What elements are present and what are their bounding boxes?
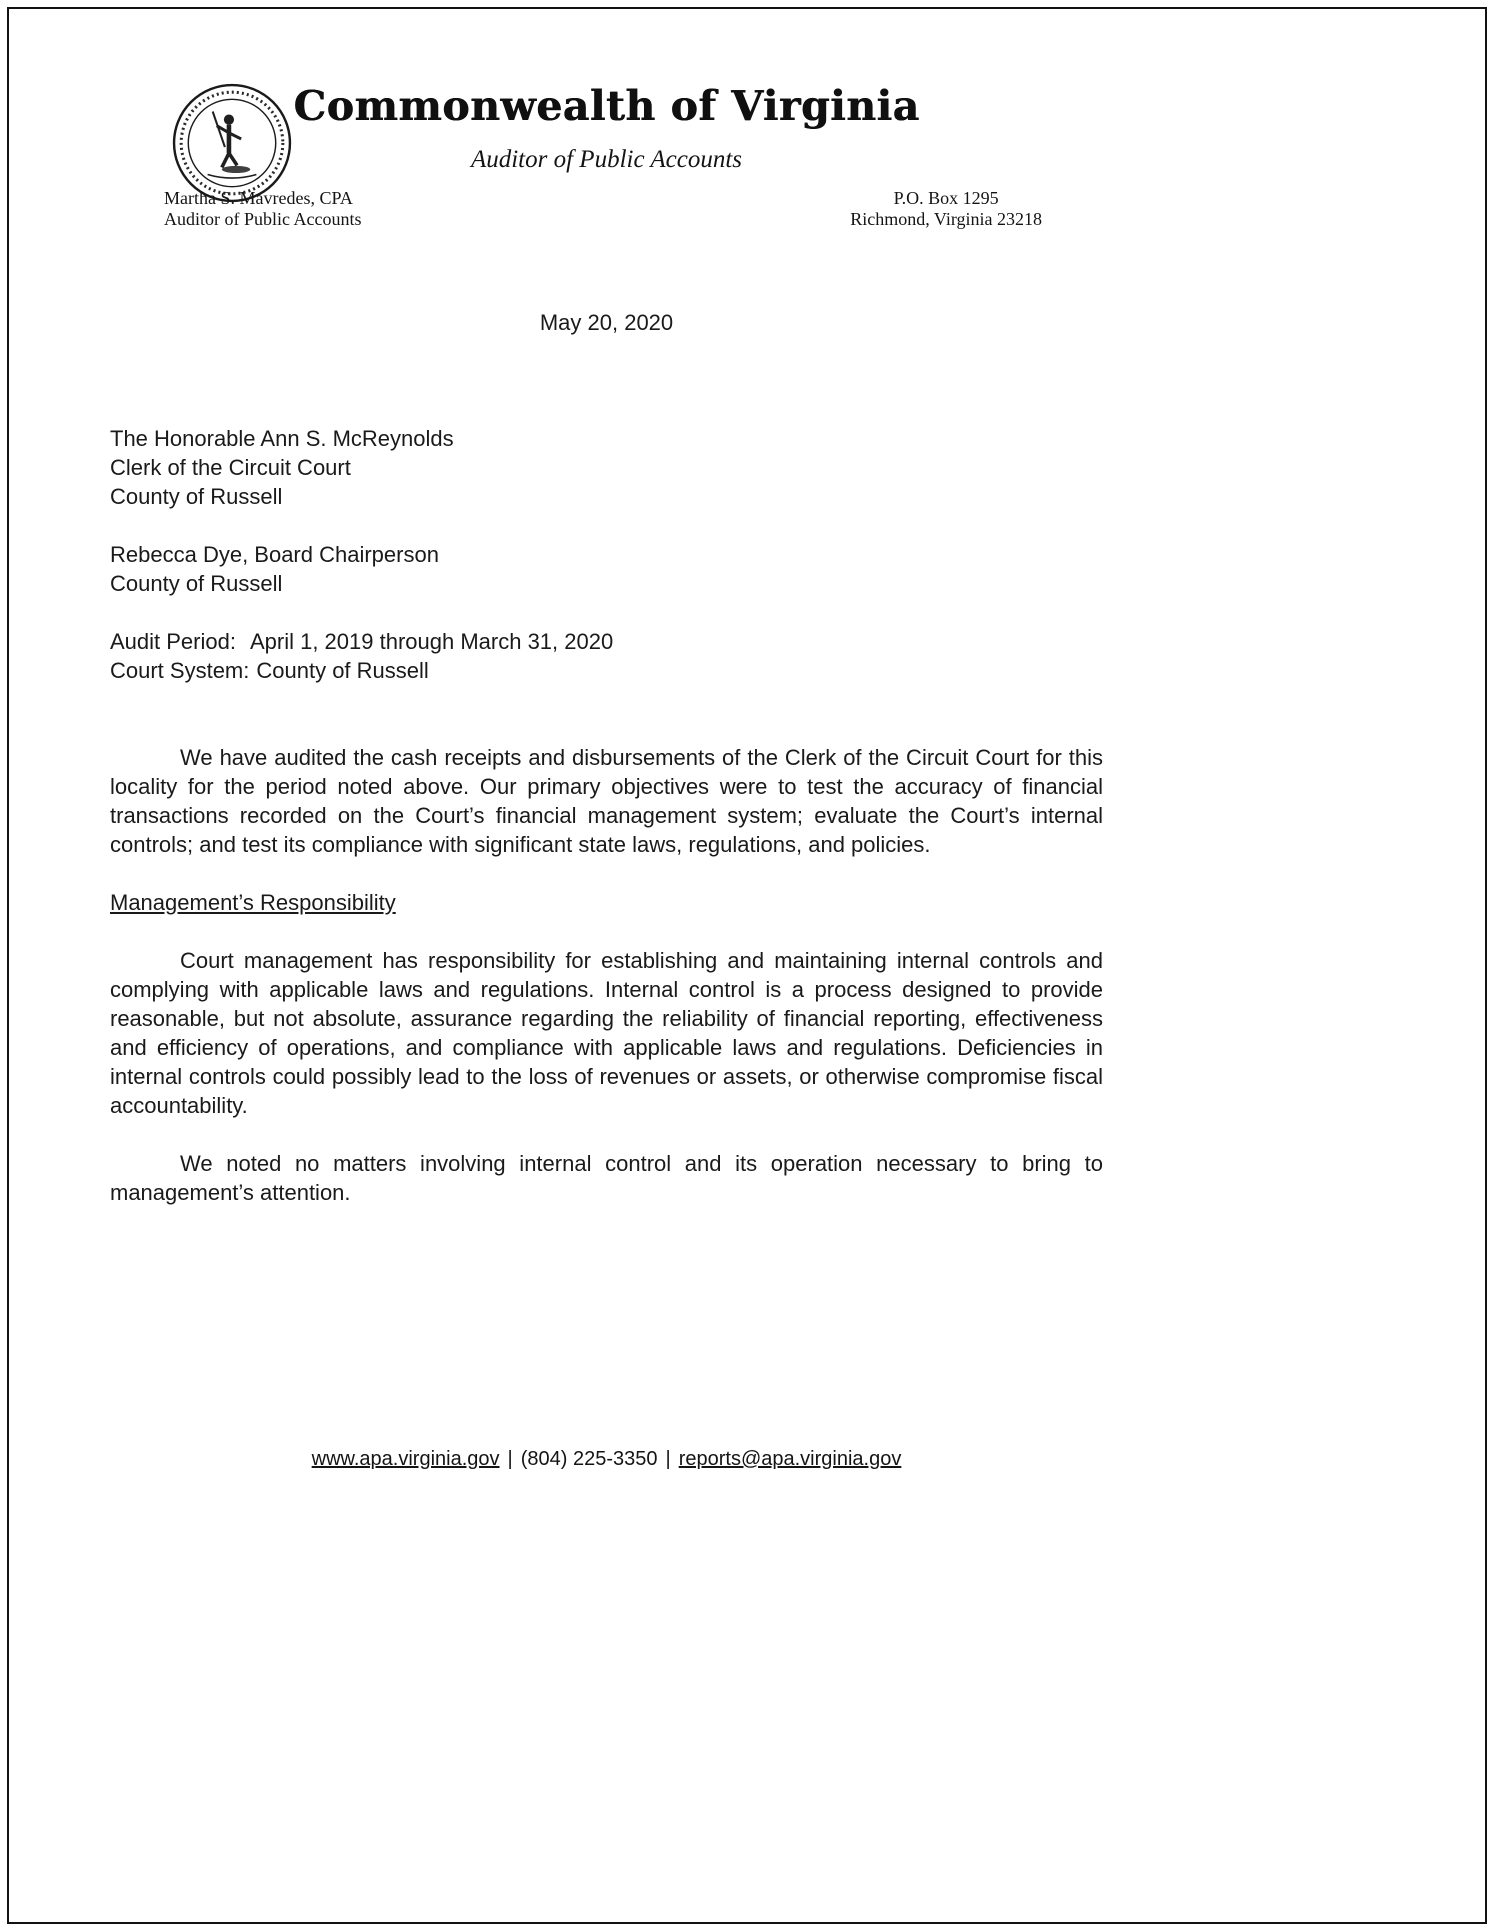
recipient-line: County of Russell bbox=[110, 571, 283, 596]
paragraph-audit-scope: We have audited the cash receipts and disbursements of the Clerk of the Circuit Court for this locality for the period noted above. Our primary objectives were to test the accuracy of financial transactions recorded on the Court’s financial management system; evaluate the Court’s internal controls; and test its compliance with significant state laws, regulations, and policies. bbox=[110, 745, 1103, 857]
recipient-line: Rebecca Dye, Board Chairperson bbox=[110, 542, 439, 567]
letter-body bbox=[110, 308, 1103, 1236]
court-system-value: County of Russell bbox=[256, 658, 429, 683]
footer-separator: | bbox=[507, 1448, 513, 1470]
recipient-block-1 bbox=[110, 424, 1103, 511]
address-po-box: P.O. Box 1295 bbox=[893, 188, 999, 208]
recipient-line: The Honorable Ann S. McReynolds bbox=[110, 426, 454, 451]
audit-period-line bbox=[110, 627, 1103, 656]
section-heading-managements-responsibility: Management’s Responsibility bbox=[110, 890, 396, 915]
letter-footer bbox=[110, 1448, 1103, 1471]
audit-period-value: April 1, 2019 through March 31, 2020 bbox=[249, 629, 614, 654]
paragraph-no-matters-noted: We noted no matters involving internal control and its operation necessary to bring to management’s attention. bbox=[110, 1151, 1103, 1205]
recipient-line: Clerk of the Circuit Court bbox=[110, 455, 351, 480]
audit-info-block bbox=[110, 627, 1103, 685]
paragraph-management-responsibility: Court management has responsibility for establishing and maintaining internal controls and complying with applicable laws and regulations. Internal control is a process designed to provide reasonable, but not absolute, assurance regarding the reliability of financial reporting, effectiveness and efficiency of operations, and compliance with applicable laws and regulations. Deficiencies in internal controls could possibly lead to the loss of revenues or assets, or otherwise compromise fiscal accountability. bbox=[110, 948, 1103, 1118]
phone-number: (804) 225-3350 bbox=[520, 1448, 658, 1470]
email-link[interactable]: reports@apa.virginia.gov bbox=[678, 1448, 902, 1470]
auditor-name: Martha S. Mavredes, CPA bbox=[164, 188, 353, 208]
court-system-line bbox=[110, 656, 1103, 685]
court-system-label: Court System: bbox=[110, 658, 250, 683]
org-title: Commonwealth of Virginia bbox=[293, 82, 920, 130]
address-city: Richmond, Virginia 23218 bbox=[850, 209, 1042, 229]
org-subtitle: Auditor of Public Accounts bbox=[470, 146, 743, 173]
auditor-contact-block bbox=[164, 188, 361, 230]
auditor-title: Auditor of Public Accounts bbox=[164, 209, 362, 229]
letter-date: May 20, 2020 bbox=[539, 310, 674, 335]
recipient-block-2 bbox=[110, 540, 1103, 598]
office-address-block bbox=[850, 188, 1042, 230]
audit-period-label: Audit Period: bbox=[110, 629, 236, 654]
recipient-line: County of Russell bbox=[110, 484, 283, 509]
footer-separator: | bbox=[665, 1448, 671, 1470]
website-link[interactable]: www.apa.virginia.gov bbox=[311, 1448, 500, 1470]
